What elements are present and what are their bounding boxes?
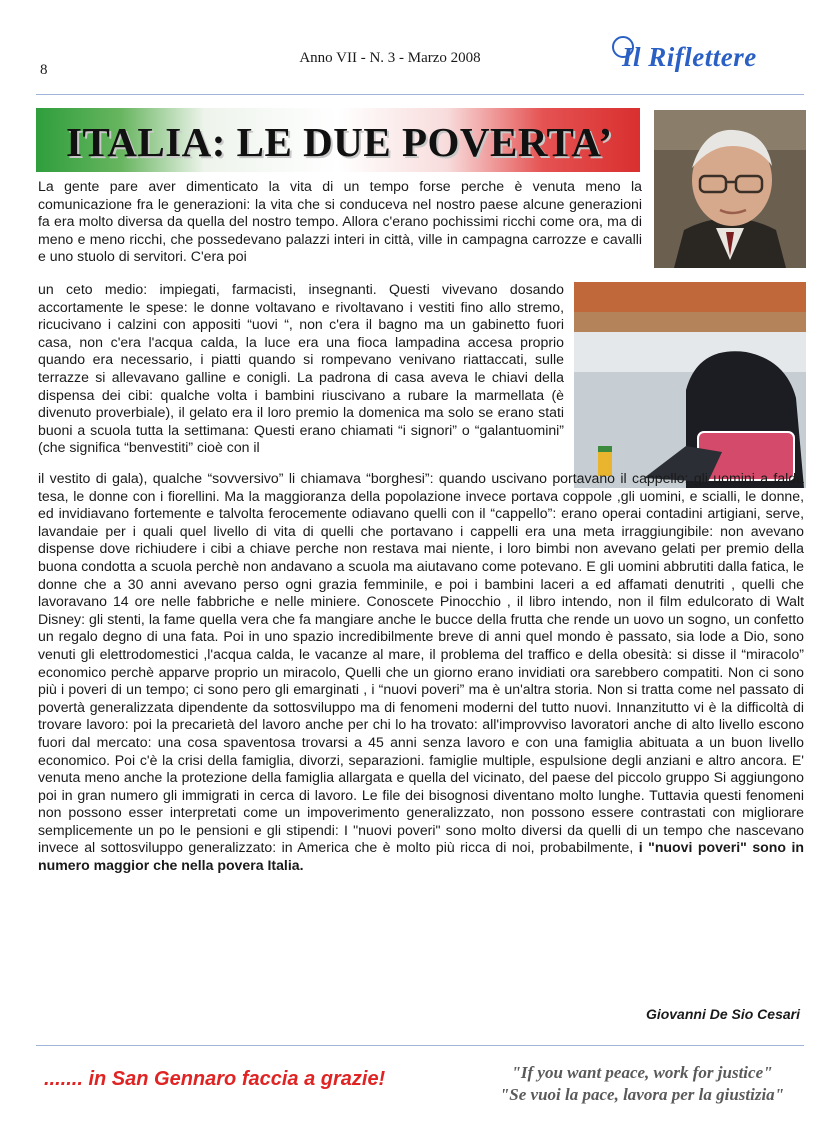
footer-slogan: ....... in San Gennaro faccia a grazie! — [44, 1068, 386, 1090]
quote-italian: "Se vuoi la pace, lavora per la giustizia" — [499, 1085, 785, 1104]
homeless-person-photo — [574, 282, 806, 488]
article-paragraph-1: La gente pare aver dimenticato la vita di un tempo forse perche è venuta meno la comunicazione fra le generazioni: la vita che si conduceva nel nostro paese alcune generazioni fa era molto diversa da quella del nostro tempo. Allora c'erano pochissimi ricchi come ora, ma di meno e meno ricchi, che possedevano palazzi interi in città, ville in campagna carrozze e cavalli e uno stuolo di servitori. C'era poi — [38, 178, 642, 265]
logo-text: Il Riflettere — [622, 42, 757, 72]
author-signature: Giovanni De Sio Cesari — [645, 1006, 800, 1022]
footer-quote — [472, 1062, 812, 1106]
article-paragraph-3 — [38, 470, 804, 875]
article-title: ITALIA: LE DUE POVERTA’ — [66, 119, 613, 165]
article-paragraph-3-text: il vestito di gala), qualche “sovversivo” li chiamava “borghesi”: quando uscivano portavano il cappello: gli uomini a falda tesa, le donne con i fiorellini. Ma la maggioranza della popolazione invece portava coppole ,gli uomini, e scialli, le donne, ed invidiavano fortemente e talvolta ferocemente odiavano quelli con il “cappello”: erano operai contadini artigiani, serve, lavandaie per i quali quel livello di vita di quelli che portavano i cappelli era una meta irraggiungibile: non avevano dispense dove richiudere i cibi a chiave perche non restava mai niente, i loro bimbi non avevano gelati per premio della buona condotta a scuola perchè non andavano a scuola ma aiutavano come potevano. E gli uomini abbrutiti dalla fatica, le donne che a 30 anni avevano perso ogni grazia femminile, e poi i bambini laceri a ed affamati denutriti , quelli che lavoravano 14 ore nelle fabbriche e nelle miniere. Conoscete Pinocchio , il libro intendo, non il film edulcorato di Walt Disney: gli stenti, la fame quella vera che fa mangiare anche le bucce della frutta che rende un uovo un sogno, un confetto un regalo degno di una fata. Poi in uno spazio incredibilmente breve di anni quel mondo è passato, sia lode a Dio, sono venuti gli elettrodomestici ,l'acqua calda, le vacanze al mare, il problema del traffico e della obesità: si disse il “miracolo” economico perchè apparve proprio un miracolo, Quelli che un giorno erano invidiati ora sarebbero compatiti. Non ci sono più i poveri di un tempo; ci sono pero gli emarginati , i “nuovi poveri” ma è un'altra storia. Non si tratta come nel passato di povertà generalizzata dipendente da sottosviluppo ma di fenomeni moderni del tutto nuovi. Innanzitutto vi è la difficoltà di trovare lavoro: poi la precarietà del lavoro anche per chi lo ha trovato: all'improvviso lavoratori anche di alto livello escono fuori dal mercato: una cosa spaventosa trovarsi a 45 anni senza lavoro e con una famiglia abituata a un buon livello economico. Poi c'è la crisi della famiglia, divorzi, separazioni. famiglie multiple, espulsione degli anziani e altro ancora. E' venuta meno anche la protezione della famiglia allargata e quella del vicinato, del paese del piccolo gruppo Si aggiungono poi in gran numero gli immigrati in cerca di lavoro. Le file dei bisognosi diventano molto lunghe. Tuttavia questi fenomeni non possono esser interpretati come un impoverimento generalizzato, non possono essere contrastati con migliorare semplicemente un po le pensioni e gli stipendi: I "nuovi poveri" sono molto diversi da quelli di un tempo che nascevano invece al sottosviluppo generalizzato: in America che è molto più ricca di noi, probabilmente, — [38, 470, 804, 856]
article-closing-bold: i "nuovi poveri" sono in numero maggior che nella povera Italia. — [38, 839, 804, 874]
page-number: 8 — [40, 62, 48, 78]
issue-line: Anno VII - N. 3 - Marzo 2008 — [299, 50, 481, 66]
title-banner-italian-flag — [36, 108, 640, 172]
footer-divider — [36, 1045, 804, 1046]
header-divider — [36, 94, 804, 95]
masthead-logo — [612, 36, 802, 76]
author-portrait-photo — [654, 110, 806, 268]
quote-english: "If you want peace, work for justice" — [511, 1063, 773, 1082]
article-paragraph-2: un ceto medio: impiegati, farmacisti, insegnanti. Questi vivevano dosando accortamente le spese: le donne voltavano e rivoltavano i vestiti fino allo stremo, ricucivano i calzini con appositi “uovi “, non c'era il bagno ma un gabinetto fuori casa, non c'era l'acqua calda, la luce era una fioca lampadina accesa proprio quando era necessario, i piatti quando si rompevano venivano riattaccati, sulle terrazze si allevavano galline e conigli. La padrona di casa aveva le chiavi della dispensa dei cibi: qualche volta i bambini riuscivano a rubare la marmellata (è divenuto proverbiale), il gelato era il loro premio la domenica ma solo se erano stati buoni a scuola tutta la settimana: Questi erano chiamati “i signori” o “galantuomini” (che significa “benvestiti” cioè con il — [38, 281, 564, 456]
